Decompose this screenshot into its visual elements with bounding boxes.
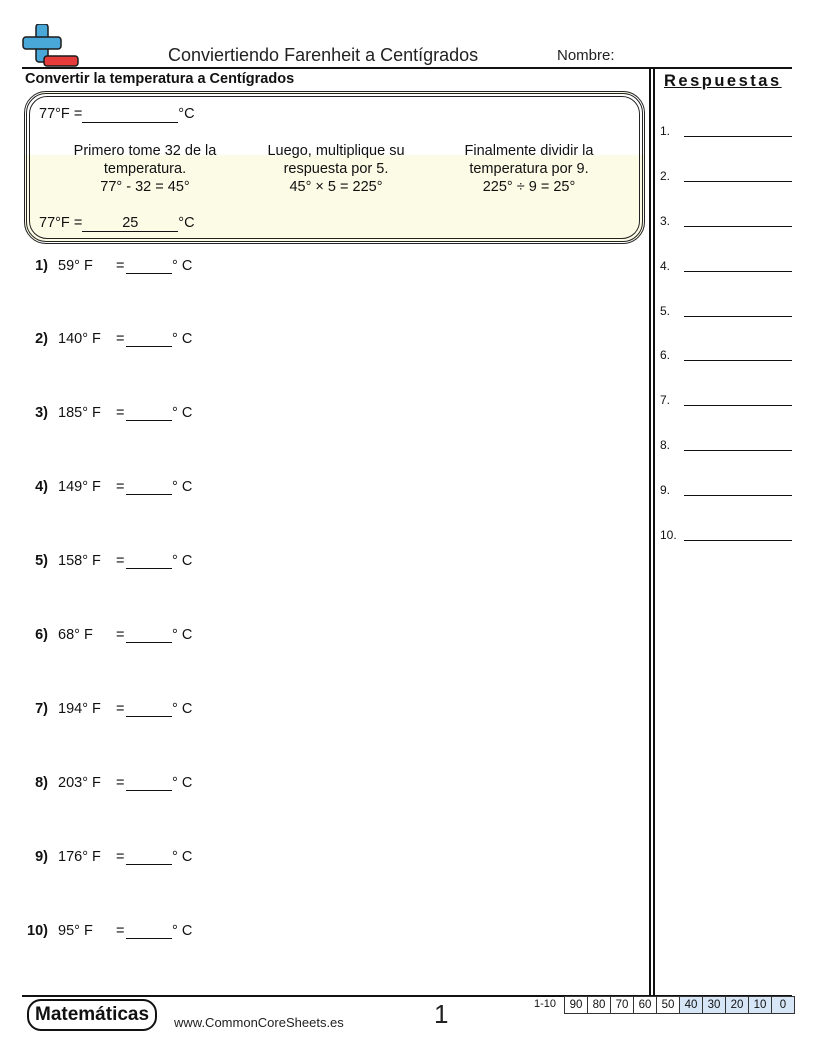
answers-title: Respuestas: [664, 72, 782, 90]
answer-slot: [660, 438, 670, 452]
answer-blank[interactable]: [126, 273, 172, 274]
example-question-prefix: 77°F =: [39, 106, 83, 122]
answer-blank[interactable]: [126, 938, 172, 939]
problem-number: 3): [35, 405, 48, 421]
plus-minus-icon: [22, 24, 80, 68]
answer-slot: [660, 304, 670, 318]
answer-label: 3.: [660, 214, 671, 228]
score-cell: 80: [588, 997, 611, 1014]
step-text: Primero tome 32 de la: [73, 143, 217, 159]
answer-line[interactable]: [684, 405, 792, 406]
example-answer: [39, 215, 195, 232]
answer-label: 9.: [660, 483, 671, 497]
answer-line[interactable]: [684, 271, 792, 272]
problem-number: 1): [35, 258, 48, 274]
answer-label: 1.: [660, 124, 671, 138]
step-text: Finalmente dividir la: [464, 143, 594, 159]
instructions: Convertir la temperatura a Centígrados: [25, 71, 295, 87]
problem-number: 10): [27, 923, 48, 939]
answer-slot: [660, 393, 670, 407]
problem-number: 5): [35, 553, 48, 569]
site-url: www.CommonCoreSheets.es: [174, 1015, 344, 1030]
problem-unit: ° C: [172, 258, 193, 274]
example-question: [39, 106, 195, 123]
problem-equals: =: [116, 923, 125, 939]
example-step-2: [236, 142, 436, 196]
problem-unit: ° C: [172, 701, 193, 717]
score-range-label: 1-10: [534, 998, 557, 1010]
problem-equals: =: [116, 627, 125, 643]
answer-blank[interactable]: [126, 568, 172, 569]
column-divider: [653, 67, 655, 997]
answer-line[interactable]: [684, 181, 792, 182]
step-text: Luego, multiplique su: [267, 143, 405, 159]
problem-equals: =: [116, 849, 125, 865]
problem-equals: =: [116, 405, 125, 421]
page-number: 1: [434, 999, 449, 1029]
score-cell: 30: [703, 997, 726, 1014]
answer-label: 7.: [660, 393, 671, 407]
problem-question: 68° F: [58, 627, 93, 643]
answer-label: 10.: [660, 528, 677, 542]
problem-question: 149° F: [58, 479, 101, 495]
answer-line[interactable]: [684, 360, 792, 361]
problem-number: 4): [35, 479, 48, 495]
problem-number: 7): [35, 701, 48, 717]
step-calculation: 77° - 32 = 45°: [100, 179, 190, 195]
score-cell: 90: [565, 997, 588, 1014]
answer-slot: [660, 528, 677, 542]
answer-label: 2.: [660, 169, 671, 183]
score-cell: 40: [680, 997, 703, 1014]
problem-equals: =: [116, 331, 125, 347]
score-cell: 0: [772, 997, 795, 1014]
problem-question: 176° F: [58, 849, 101, 865]
answer-blank[interactable]: [126, 346, 172, 347]
example-box: [24, 91, 645, 244]
answer-line[interactable]: [684, 136, 792, 137]
problem-question: 59° F: [58, 258, 93, 274]
answer-label: 4.: [660, 259, 671, 273]
problem-number: 8): [35, 775, 48, 791]
answer-blank[interactable]: [126, 642, 172, 643]
answer-line[interactable]: [684, 495, 792, 496]
example-question-suffix: °C: [178, 106, 195, 122]
answer-label: 5.: [660, 304, 671, 318]
problem-number: 2): [35, 331, 48, 347]
problem-question: 194° F: [58, 701, 101, 717]
problem-question: 158° F: [58, 553, 101, 569]
score-cell: 70: [611, 997, 634, 1014]
answer-slot: [660, 259, 670, 273]
problem-equals: =: [116, 553, 125, 569]
example-step-1: [45, 142, 245, 196]
step-text: temperatura por 9.: [469, 161, 589, 177]
answer-line[interactable]: [684, 316, 792, 317]
problem-equals: =: [116, 479, 125, 495]
example-answer-value: 25: [82, 215, 178, 232]
answer-slot: [660, 348, 670, 362]
answer-slot: [660, 124, 670, 138]
problem-equals: =: [116, 258, 125, 274]
score-cell: 50: [657, 997, 680, 1014]
column-divider: [649, 67, 651, 997]
score-table: [564, 996, 795, 1014]
header-divider: [22, 67, 792, 69]
step-calculation: 225° ÷ 9 = 25°: [482, 179, 576, 195]
problem-unit: ° C: [172, 553, 193, 569]
example-question-blank: [82, 106, 178, 123]
problem-question: 140° F: [58, 331, 101, 347]
answer-label: 6.: [660, 348, 671, 362]
problem-question: 185° F: [58, 405, 101, 421]
answer-line[interactable]: [684, 540, 792, 541]
problem-unit: ° C: [172, 405, 193, 421]
problem-question: 95° F: [58, 923, 93, 939]
score-cell: 60: [634, 997, 657, 1014]
answer-blank[interactable]: [126, 864, 172, 865]
answer-line[interactable]: [684, 226, 792, 227]
problem-unit: ° C: [172, 775, 193, 791]
score-cell: 10: [749, 997, 772, 1014]
score-cell: 20: [726, 997, 749, 1014]
answer-slot: [660, 214, 670, 228]
answer-blank[interactable]: [126, 494, 172, 495]
answer-slot: [660, 169, 670, 183]
example-answer-suffix: °C: [178, 215, 195, 231]
step-calculation: 45° × 5 = 225°: [289, 179, 383, 195]
problem-unit: ° C: [172, 479, 193, 495]
answer-slot: [660, 483, 670, 497]
problem-unit: ° C: [172, 849, 193, 865]
name-label: Nombre:: [557, 47, 615, 64]
problem-number: 9): [35, 849, 48, 865]
example-answer-prefix: 77°F =: [39, 215, 83, 231]
problem-question: 203° F: [58, 775, 101, 791]
step-text: respuesta por 5.: [283, 161, 389, 177]
problem-equals: =: [116, 701, 125, 717]
brand-badge: Matemáticas: [27, 999, 157, 1031]
example-step-3: [429, 142, 629, 196]
problem-unit: ° C: [172, 627, 193, 643]
problem-equals: =: [116, 775, 125, 791]
problem-unit: ° C: [172, 331, 193, 347]
answer-blank[interactable]: [126, 790, 172, 791]
answer-line[interactable]: [684, 450, 792, 451]
answer-blank[interactable]: [126, 716, 172, 717]
answer-blank[interactable]: [126, 420, 172, 421]
answer-label: 8.: [660, 438, 671, 452]
worksheet-title: Conviertiendo Farenheit a Centígrados: [168, 45, 479, 65]
problem-unit: ° C: [172, 923, 193, 939]
problem-number: 6): [35, 627, 48, 643]
step-text: temperatura.: [103, 161, 187, 177]
